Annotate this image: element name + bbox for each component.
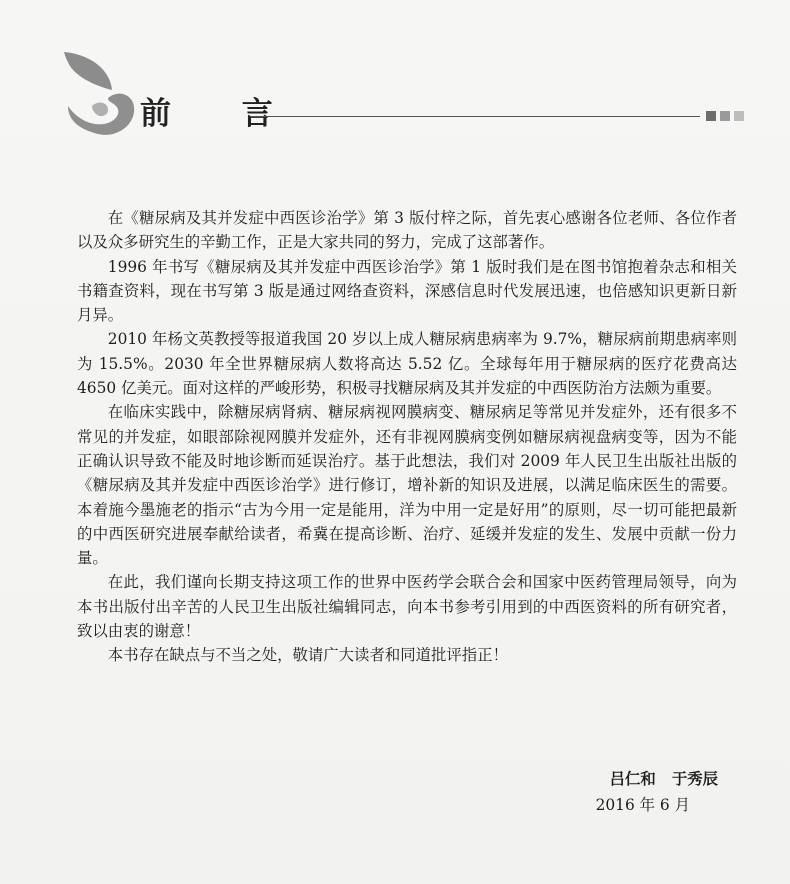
paragraph-2: 1996 年书写《糖尿病及其并发症中西医诊治学》第 1 版时我们是在图书馆抱着杂志和相关书籍查资料，现在书写第 3 版是通过网络查资料，深感信息时代发展迅速，也倍感知识更新日新月异。 [77, 257, 737, 325]
square-light [734, 111, 744, 121]
swirl-leaf-logo-icon [58, 44, 140, 144]
paragraph-3: 2010 年杨文英教授等报道我国 20 岁以上成人糖尿病患病率为 9.7%，糖尿病前期患病率则为 15.5%。2030 年全世界糖尿病人数将高达 5.52 亿。全球每年用于糖尿病的医疗花费高达 4650 亿美元。面对这样的严峻形势，积极寻找糖尿病及其并发症的中西医防治方法颇为重要。 [77, 330, 737, 398]
square-mid [720, 111, 730, 121]
paragraph-5: 在此，我们谨向长期支持这项工作的世界中医药学会联合会和国家中医药管理局领导，向为本书出版付出辛苦的人民卫生出版社编辑同志，向本书参考引用到的中西医资料的所有研究者，致以由衷的谢意！ [77, 573, 737, 641]
signature-date: 2016 年 6 月 [595, 796, 690, 814]
paragraph-6: 本书存在缺点与不当之处，敬请广大读者和同道批评指正！ [107, 646, 508, 665]
decorative-squares-icon [706, 111, 744, 121]
signature-block [596, 766, 718, 818]
preface-body [77, 206, 737, 668]
page-title: 前 言 [140, 96, 303, 132]
chapter-header [0, 0, 790, 160]
square-dark [706, 111, 716, 121]
header-rule [250, 116, 700, 117]
author-names: 吕仁和 于秀辰 [609, 770, 718, 788]
paragraph-1: 在《糖尿病及其并发症中西医诊治学》第 3 版付梓之际，首先衷心感谢各位老师、各位作者以及众多研究生的辛勤工作，正是大家共同的努力，完成了这部著作。 [77, 209, 737, 252]
paragraph-4: 在临床实践中，除糖尿病肾病、糖尿病视网膜病变、糖尿病足等常见并发症外，还有很多不常见的并发症，如眼部除视网膜并发症外，还有非视网膜病变例如糖尿病视盘病变等，因为不能正确认识导致不能及时地诊断而延误治疗。基于此想法，我们对 2009 年人民卫生出版社出版的《糖尿病及其并发症中西医诊治学》进行修订，增补新的知识及进展，以满足临床医生的需要。本着施今墨施老的指示“古为今用一定是能用，洋为中用一定是好用”的原则，尽一切可能把最新的中西医研究进展奉献给读者，希冀在提高诊断、治疗、延缓并发症的发生、发展中贡献一份力量。 [77, 403, 737, 568]
